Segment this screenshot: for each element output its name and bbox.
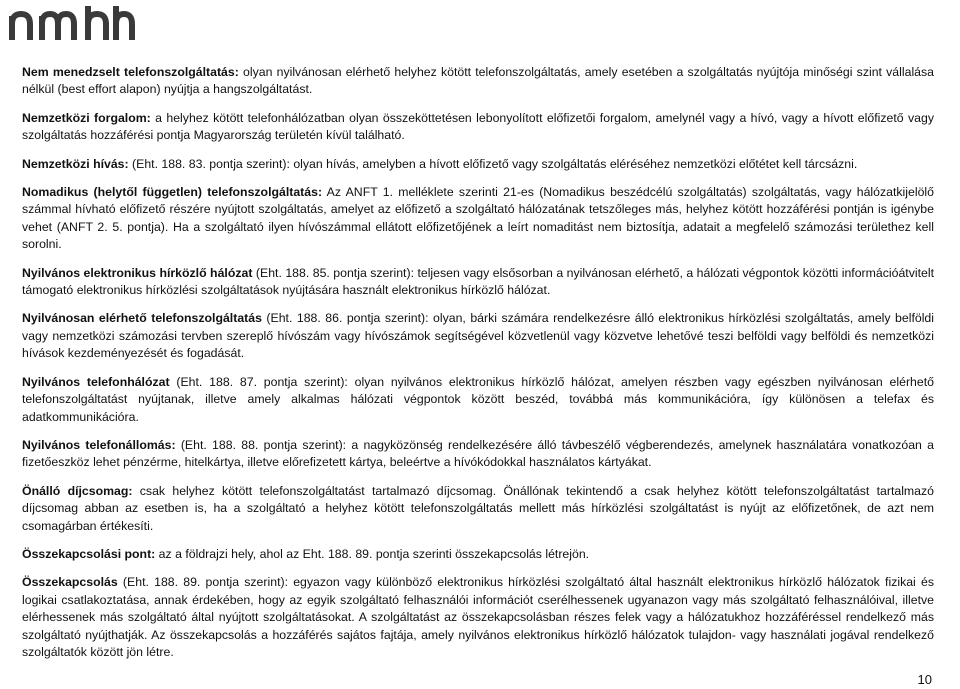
definition-text: (Eht. 188. 83. pontja szerint): olyan hívás, amelyben a hívott előfizető vagy szolgáltatás eléréséhez nemzetközi előtétet kell tárcsázni. xyxy=(128,156,858,171)
definition-text: (Eht. 188. 87. pontja szerint): olyan nyilvános elektronikus hírközlő hálózat, amelyen részben vagy egészben nyilvánosan elérhető telefonszolgáltatást nyújtanak, illetve amely alkalmas hálózati végpontok között beszéd, továbbá más kommunikációra, így különösen a telefax és adatkommunikációra. xyxy=(22,374,934,424)
definition-term: Nomadikus (helytől független) telefonszolgáltatás: xyxy=(22,185,323,200)
definition-term: Összekapcsolási pont: xyxy=(22,546,156,561)
definition-paragraph xyxy=(22,110,934,145)
definition-paragraph xyxy=(22,156,934,173)
definition-text: (Eht. 188. 89. pontja szerint): egyazon vagy különböző elektronikus hírközlési szolgáltató által használt elektronikus hírközlő hálózatok fizikai és logikai csatlakoztatása, annak érdekében, hogy az egyik szolgáltató felhasználói információt cserélhessenek ugyanazon vagy más szolgáltató felhasználóival, illetve elérhessenek más szolgáltató által nyújtott szolgáltatásokat. A szolgáltatást az összekapcsolásban részes felek vagy a hálózatukhoz hozzáféréssel rendelkező más szolgáltató nyújthatják. Az összekapcsolás a hozzáférés sajátos fajtája, amely nyilvános elektronikus hírközlő hálózatok tulajdon- vagy használati jogával rendelkező szolgáltatók között jön létre. xyxy=(22,575,934,659)
definition-paragraph xyxy=(22,64,934,99)
definition-term: Nyilvános telefonállomás: xyxy=(22,437,176,452)
definition-term: Nemzetközi hívás: xyxy=(22,156,129,171)
definition-text: az a földrajzi hely, ahol az Eht. 188. 89. pontja szerinti összekapcsolás létrejön. xyxy=(155,546,590,561)
definition-term: Nyilvános elektronikus hírközlő hálózat xyxy=(22,265,253,280)
definition-paragraph xyxy=(22,546,934,563)
definition-text: Az ANFT 1. melléklete szerinti 21-es (Nomadikus beszédcélú szolgáltatás) szolgáltatás, vagy hálózatkijelölő számmal hívható előfizető részére nyújtott szolgáltatás, amelyet az előfizető a szolgáltató hálózatának tetszőleges más, helyhez kötött hozzáférési pontján is igénybe vehet (ANFT 2. 5. pontja). Ha a szolgáltató ilyen hívószámmal ellátott előfizetőjének a leírt nomaditást nem biztosítja, adatait a megfelelő számozási területhez kell sorolni. xyxy=(22,185,934,252)
definition-term: Önálló díjcsomag: xyxy=(22,483,133,498)
definition-term: Nemzetközi forgalom: xyxy=(22,110,151,125)
definition-text: csak helyhez kötött telefonszolgáltatást tartalmazó díjcsomag. Önállónak tekintendő a csak helyhez kötött telefonszolgáltatást tartalmazó díjcsomag abban az esetben is, ha a szolgáltató a helyhez kötött telefonszolgáltatás mellett más hírközlési szolgáltatást is nyújt az előfizetőnek, de azt nem csomagárban értékesíti. xyxy=(22,483,934,533)
definition-paragraph xyxy=(22,574,934,661)
definition-text: a helyhez kötött telefonhálózatban olyan összeköttetésen lebonyolított előfizetői forgalom, amelynél vagy a hívó, vagy a hívott előfizető vagy szolgáltatás hozzáférési pontja Magyarország területén kívül található. xyxy=(22,110,934,143)
definition-paragraph xyxy=(22,374,934,426)
definition-paragraph xyxy=(22,310,934,362)
definition-term: Nem menedzselt telefonszolgáltatás: xyxy=(22,65,239,79)
definition-paragraph xyxy=(22,437,934,472)
definition-term: Összekapcsolás xyxy=(22,575,118,590)
definition-paragraph xyxy=(22,483,934,535)
definition-term: Nyilvánosan elérhető telefonszolgáltatás xyxy=(22,311,262,326)
definition-paragraph xyxy=(22,265,934,300)
definition-text: (Eht. 188. 88. pontja szerint): a nagyközönség rendelkezésére álló távbeszélő végberendezés, amelynek használatára vonatkozóan a fizetőeszköz lehet pénzérme, hitelkártya, illetve előrefizetett kártya, beleértve a hívókódokkal használatos kártyákat. xyxy=(22,437,934,470)
definition-text: olyan nyilvánosan elérhető helyhez kötött telefonszolgáltatás, amely esetében a szolgáltatás nyújtója minőségi szint vállalása nélkül (best effort alapon) nyújtja a hangszolgáltatást. xyxy=(22,65,934,97)
definition-text: (Eht. 188. 85. pontja szerint): teljesen vagy elsősorban a nyilvánosan elérhető, a hálózati végpontok közötti információátvitelt támogató elektronikus hírközlési szolgáltatások nyújtására használt elektronikus hírközlő hálózat. xyxy=(22,265,934,298)
page-number: 10 xyxy=(917,672,932,687)
nmhh-logo xyxy=(6,2,136,44)
document-body xyxy=(22,64,934,672)
definition-term: Nyilvános telefonhálózat xyxy=(22,374,170,389)
definition-paragraph xyxy=(22,184,934,254)
definition-text: (Eht. 188. 86. pontja szerint): olyan, bárki számára rendelkezésre álló elektronikus hírközlési szolgáltatás, amely belföldi vagy nemzetközi számozási tervben szereplő hívószám vagy hívószámok segítségével közvetlenül vagy közvetve lehetővé teszi belföldi vagy belföldi és nemzetközi hívások kezdeményezését és fogadását. xyxy=(22,311,935,361)
